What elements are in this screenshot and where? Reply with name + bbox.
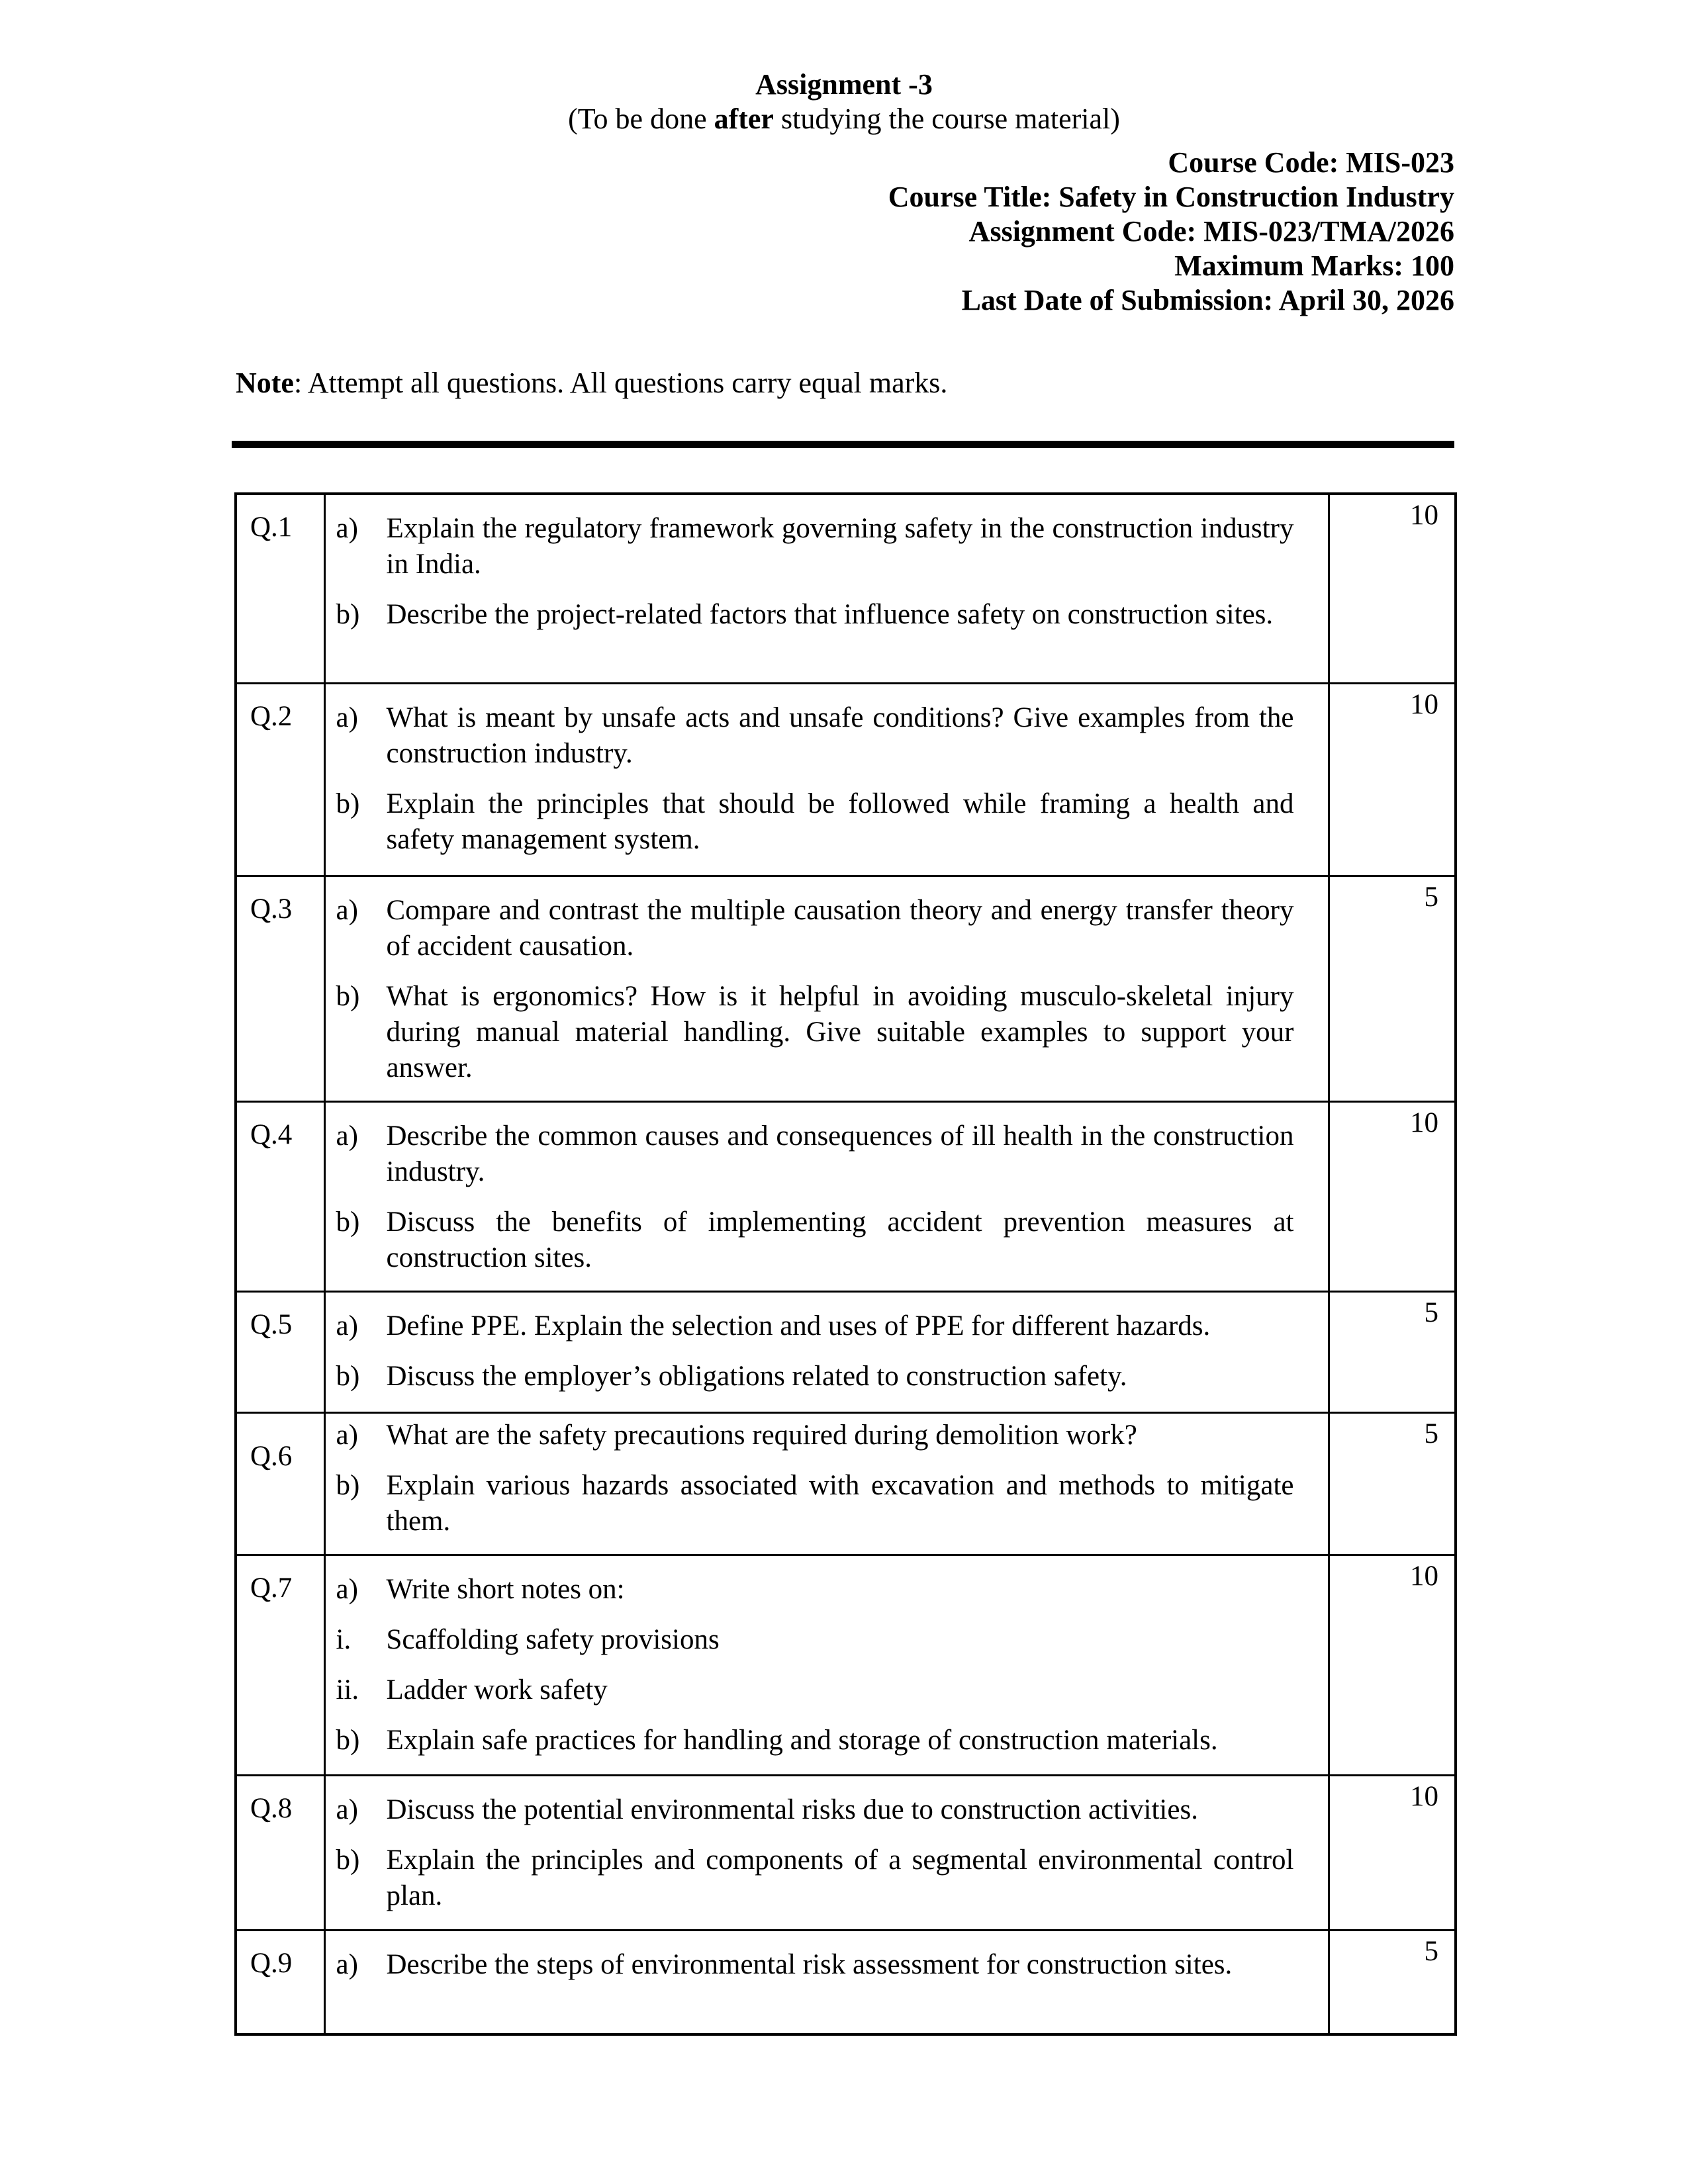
divider-rule [232, 441, 1454, 448]
question-text-cell [324, 1555, 1329, 1775]
note-label: Note [236, 367, 294, 399]
part-label: b) [336, 599, 360, 630]
part-label: a) [336, 894, 358, 926]
question-row [236, 876, 1456, 1101]
question-number: Q.4 [236, 1101, 324, 1291]
question-part [336, 1723, 1294, 1758]
subtitle-post: studying the course material) [773, 103, 1120, 135]
part-text: Discuss the benefits of implementing accident prevention measures at construction sites. [386, 1206, 1294, 1273]
part-text: Explain safe practices for handling and storage of construction materials. [386, 1724, 1218, 1756]
question-part [336, 1572, 1294, 1608]
part-text: What is meant by unsafe acts and unsafe conditions? Give examples from the construction industry. [386, 702, 1294, 769]
course-meta-block [888, 146, 1454, 318]
assignment-code-line: Assignment Code: MIS-023/TMA/2026 [968, 215, 1454, 248]
note-line [236, 366, 947, 400]
course-code-line: Course Code: MIS-023 [1168, 146, 1454, 179]
part-label: b) [336, 1469, 360, 1501]
question-text-cell [324, 494, 1329, 683]
question-text-cell [324, 1930, 1329, 2034]
part-label: b) [336, 1206, 360, 1238]
question-text-cell [324, 876, 1329, 1101]
page-title: Assignment -3 [755, 68, 933, 101]
question-row [236, 1555, 1456, 1775]
subtitle-bold-word: after [714, 103, 774, 135]
maximum-marks-line: Maximum Marks: 100 [1174, 250, 1454, 282]
part-text: Describe the common causes and consequences of ill health in the construction industry. [386, 1120, 1294, 1187]
question-part [336, 893, 1294, 964]
question-text-cell [324, 1101, 1329, 1291]
page-subtitle [0, 102, 1688, 136]
submission-date-line: Last Date of Submission: April 30, 2026 [961, 284, 1454, 316]
question-part [336, 700, 1294, 772]
part-text: Scaffolding safety provisions [386, 1623, 720, 1655]
part-text: Define PPE. Explain the selection and uses of PPE for different hazards. [386, 1310, 1211, 1342]
part-label: b) [336, 1724, 360, 1756]
question-number: Q.7 [236, 1555, 324, 1775]
question-row [236, 494, 1456, 683]
part-label: a) [336, 1310, 358, 1342]
question-row [236, 1930, 1456, 2034]
part-text: Explain the principles that should be followed while framing a health and safety management system. [386, 788, 1294, 855]
question-part [336, 1792, 1294, 1828]
question-marks: 5 [1329, 876, 1456, 1101]
question-number: Q.6 [236, 1412, 324, 1555]
question-number: Q.2 [236, 683, 324, 876]
part-label: a) [336, 702, 358, 733]
part-label: a) [336, 1573, 358, 1605]
question-row [236, 1291, 1456, 1412]
question-row [236, 1101, 1456, 1291]
part-label: i. [336, 1623, 352, 1655]
question-marks: 10 [1329, 494, 1456, 683]
question-marks: 10 [1329, 1101, 1456, 1291]
part-text: Write short notes on: [386, 1573, 625, 1605]
question-row [236, 1412, 1456, 1555]
question-marks: 5 [1329, 1291, 1456, 1412]
part-text: Compare and contrast the multiple causation theory and energy transfer theory of accident causation. [386, 894, 1294, 962]
document-header [0, 68, 1688, 136]
question-number: Q.9 [236, 1930, 324, 2034]
question-row [236, 1775, 1456, 1930]
question-part [336, 1843, 1294, 1914]
part-text: Discuss the employer’s obligations related to construction safety. [386, 1360, 1127, 1392]
question-part [336, 597, 1294, 633]
question-part [336, 1308, 1294, 1344]
question-part [336, 1947, 1294, 1983]
part-text: What are the safety precautions required during demolition work? [386, 1419, 1137, 1451]
question-part [336, 1205, 1294, 1276]
question-part [336, 1118, 1294, 1190]
part-label: b) [336, 980, 360, 1012]
question-part [336, 1359, 1294, 1394]
question-row [236, 683, 1456, 876]
question-marks: 10 [1329, 1775, 1456, 1930]
part-label: a) [336, 1794, 358, 1825]
question-part [336, 786, 1294, 858]
question-text-cell [324, 683, 1329, 876]
question-part [336, 1418, 1294, 1453]
question-part [336, 1672, 1294, 1708]
part-text: Ladder work safety [386, 1674, 608, 1706]
question-text-cell [324, 1412, 1329, 1555]
part-label: a) [336, 1120, 358, 1152]
part-label: b) [336, 1360, 360, 1392]
question-part [336, 1468, 1294, 1539]
part-text: What is ergonomics? How is it helpful in avoiding musculo-skeletal injury during manual material handling. Give suitable examples to support your answer. [386, 980, 1294, 1083]
question-text-cell [324, 1775, 1329, 1930]
part-text: Explain the regulatory framework governing safety in the construction industry in India. [386, 513, 1294, 580]
question-number: Q.8 [236, 1775, 324, 1930]
part-label: a) [336, 513, 358, 544]
question-text-cell [324, 1291, 1329, 1412]
part-text: Describe the steps of environmental risk assessment for construction sites. [386, 1948, 1233, 1980]
part-text: Describe the project-related factors that influence safety on construction sites. [386, 599, 1274, 630]
question-number: Q.1 [236, 494, 324, 683]
question-part [336, 511, 1294, 582]
question-number: Q.5 [236, 1291, 324, 1412]
part-label: ii. [336, 1674, 359, 1706]
part-label: a) [336, 1419, 358, 1451]
question-marks: 5 [1329, 1412, 1456, 1555]
course-title-line: Course Title: Safety in Construction Industry [888, 181, 1454, 213]
question-number: Q.3 [236, 876, 324, 1101]
part-label: a) [336, 1948, 358, 1980]
subtitle-pre: (To be done [568, 103, 714, 135]
note-text: : Attempt all questions. All questions carry equal marks. [293, 367, 948, 399]
questions-table [234, 492, 1457, 2036]
question-part [336, 1622, 1294, 1658]
part-text: Explain the principles and components of a segmental environmental control plan. [386, 1844, 1294, 1911]
part-text: Explain various hazards associated with excavation and methods to mitigate them. [386, 1469, 1294, 1537]
part-label: b) [336, 788, 360, 819]
part-label: b) [336, 1844, 360, 1876]
part-text: Discuss the potential environmental risks due to construction activities. [386, 1794, 1198, 1825]
question-marks: 10 [1329, 683, 1456, 876]
question-marks: 10 [1329, 1555, 1456, 1775]
question-part [336, 979, 1294, 1086]
question-marks: 5 [1329, 1930, 1456, 2034]
